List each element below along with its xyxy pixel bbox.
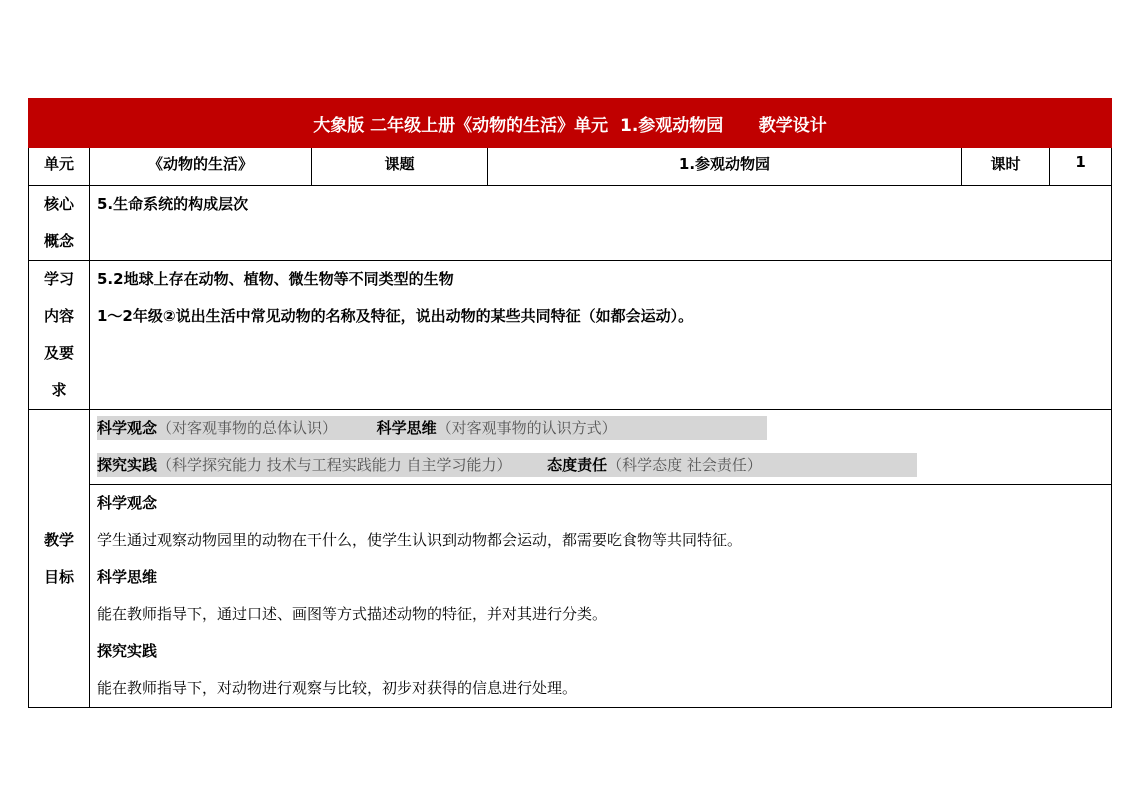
unit-label: 单元 — [43, 155, 74, 173]
learning-requirement-line: 1～2年级②说出生活中常见动物的名称及特征，说出动物的某些共同特征（如都会运动）。 — [97, 307, 694, 325]
literacy-desc: （对客观事物的总体认识） — [157, 419, 338, 437]
literacy-key: 科学观念 — [97, 419, 158, 437]
literacy-key: 探究实践 — [97, 456, 158, 474]
literacy-row-1 — [97, 410, 1111, 447]
teaching-goals-details-row — [29, 485, 1112, 708]
learning-requirements-content — [90, 261, 1112, 410]
literacy-row-2 — [97, 447, 1111, 484]
topic-label: 课题 — [384, 155, 415, 173]
goal-text: 能在教师指导下，对动物进行观察与比较，初步对获得的信息进行处理。 — [97, 679, 578, 697]
goal-heading: 科学思维 — [97, 568, 158, 586]
header-row — [29, 148, 1112, 186]
topic-value: 1.参观动物园 — [678, 155, 771, 173]
literacy-key: 科学思维 — [376, 419, 437, 437]
teaching-goals-content — [90, 485, 1112, 708]
goal-text: 能在教师指导下，通过口述、画图等方式描述动物的特征，并对其进行分类。 — [97, 605, 608, 623]
literacy-key: 态度责任 — [547, 456, 608, 474]
goal-heading: 探究实践 — [97, 642, 158, 660]
learning-requirements-label: 学习 内容 及要 求 — [29, 261, 90, 410]
document-title: 大象版 二年级上册《动物的生活》单元 1.参观动物园 教学设计 — [29, 99, 1112, 148]
core-literacy-legend — [90, 410, 1112, 485]
period-value: 1 — [1075, 153, 1086, 171]
literacy-desc: （科学态度 社会责任） — [607, 456, 762, 474]
learning-requirements-row — [29, 261, 1112, 410]
literacy-desc: （对客观事物的认识方式） — [436, 419, 617, 437]
period-label: 课时 — [990, 155, 1021, 173]
core-concept-content — [90, 186, 1112, 261]
literacy-desc: （科学探究能力 技术与工程实践能力 自主学习能力） — [157, 456, 512, 474]
lesson-plan-document — [28, 98, 1111, 708]
lesson-plan-table — [28, 98, 1112, 708]
core-concept-text: 5.生命系统的构成层次 — [97, 195, 249, 213]
learning-requirement-line: 5.2地球上存在动物、植物、微生物等不同类型的生物 — [97, 270, 454, 288]
core-concept-row — [29, 186, 1112, 261]
unit-value: 《动物的生活》 — [147, 155, 253, 173]
core-concept-label: 核心 概念 — [29, 186, 90, 261]
goal-heading: 科学观念 — [97, 494, 158, 512]
title-row — [29, 99, 1112, 148]
goal-text: 学生通过观察动物园里的动物在干什么，使学生认识到动物都会运动，都需要吃食物等共同特征。 — [97, 531, 743, 549]
teaching-goals-label: 教学 目标 — [29, 410, 90, 708]
teaching-goals-row — [29, 410, 1112, 485]
